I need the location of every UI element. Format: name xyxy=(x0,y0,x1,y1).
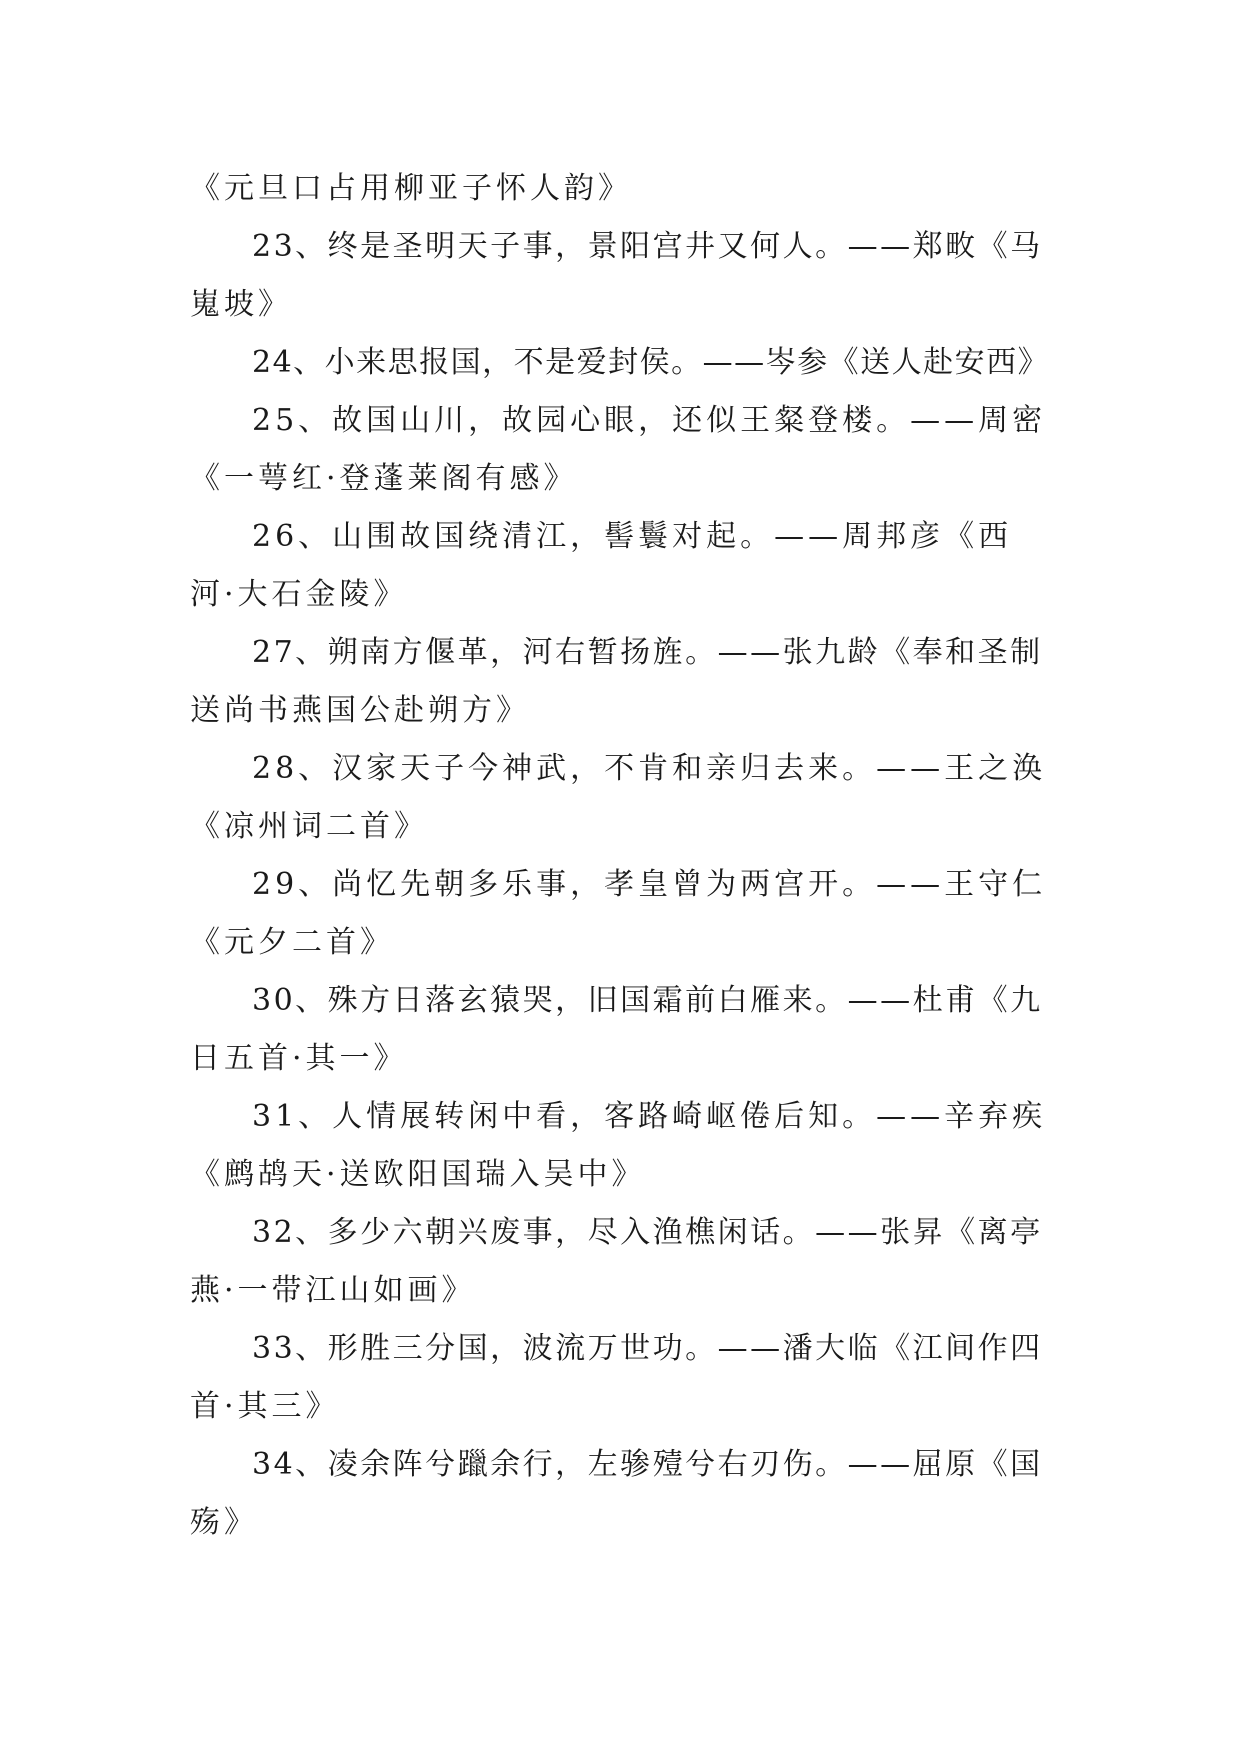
text-line: 28、汉家天子今神武，不肯和亲归去来。——王之涣 xyxy=(252,751,1047,786)
text-line: 殇》 xyxy=(190,1505,258,1540)
text-line: 30、殊方日落玄猿哭，旧国霜前白雁来。——杜甫《九 xyxy=(252,983,1043,1018)
text-line: 河·大石金陵》 xyxy=(190,577,408,612)
text-line: 26、山围故国绕清江，髻鬟对起。——周邦彦《西 xyxy=(252,519,1013,554)
text-line: 送尚书燕国公赴朔方》 xyxy=(190,693,530,728)
text-line: 32、多少六朝兴废事，尽入渔樵闲话。——张昇《离亭 xyxy=(252,1215,1043,1250)
text-line: 34、凌余阵兮躐余行，左骖殪兮右刃伤。——屈原《国 xyxy=(252,1447,1043,1482)
text-line: 23、终是圣明天子事，景阳宫井又何人。——郑畋《马 xyxy=(252,229,1043,264)
text-line: 日五首·其一》 xyxy=(190,1041,408,1076)
text-line: 29、尚忆先朝多乐事，孝皇曾为两宫开。——王守仁 xyxy=(252,867,1047,902)
text-line: 25、故国山川，故园心眼，还似王粲登楼。——周密 xyxy=(252,403,1047,438)
text-line: 《元夕二首》 xyxy=(190,925,394,960)
text-line: 《一萼红·登蓬莱阁有感》 xyxy=(190,461,578,496)
text-line: 《凉州词二首》 xyxy=(190,809,428,844)
text-line: 31、人情展转闲中看，客路崎岖倦后知。——辛弃疾 xyxy=(252,1099,1047,1134)
text-line: 27、朔南方偃革，河右暂扬旌。——张九龄《奉和圣制 xyxy=(252,635,1043,670)
text-line: 燕·一带江山如画》 xyxy=(190,1273,476,1308)
document-body xyxy=(190,160,1050,1552)
text-line: 《鹧鸪天·送欧阳国瑞入吴中》 xyxy=(190,1157,646,1192)
text-line: 《元旦口占用柳亚子怀人韵》 xyxy=(190,171,632,206)
text-line: 首·其三》 xyxy=(190,1389,340,1424)
text-line: 33、形胜三分国，波流万世功。——潘大临《江间作四 xyxy=(252,1331,1043,1366)
text-line: 嵬坡》 xyxy=(190,287,292,322)
text-line: 24、小来思报国，不是爱封侯。——岑参《送人赴安西》 xyxy=(252,345,1050,380)
